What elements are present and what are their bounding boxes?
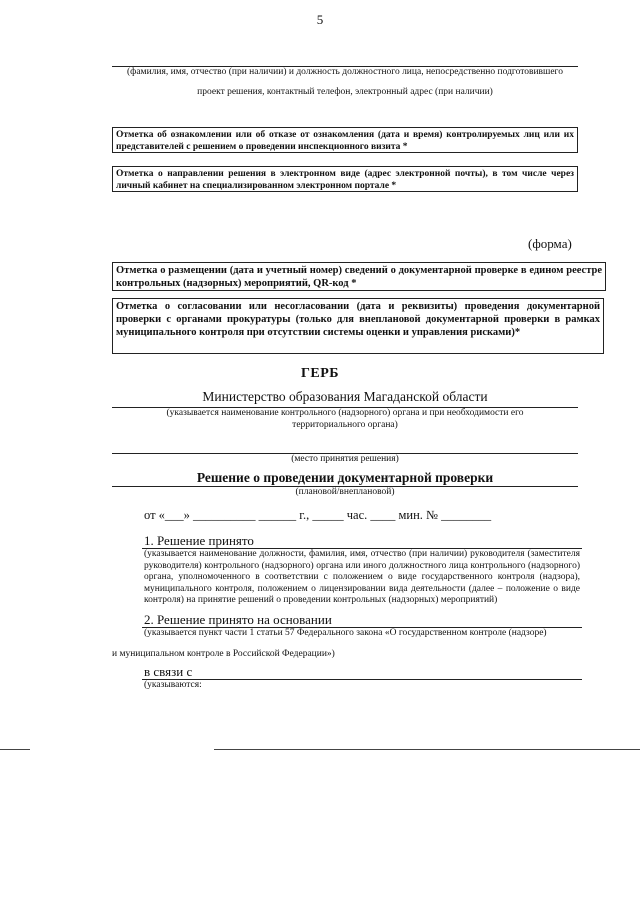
indicated-caption: (указываются: [144,680,202,690]
bottom-separator-left [0,749,30,750]
page-number: 5 [316,12,324,27]
section2-caption: (указывается пункт части 1 статьи 57 Федерального закона «О государственном контроле (надзоре) [144,628,547,638]
electronic-sending-mark-box: Отметка о направлении решения в электронном виде (адрес электронной почты), в том числе через личный кабинет на специализированном электронном портале * [112,166,578,192]
prosecutor-approval-mark-box: Отметка о согласовании или несогласовании (дата и реквизиты) проведения документарной проверки с органами прокуратуры (только для внеплановой документарной проверки в рамках муниципального контроля при отсутствии системы оценки и управления рисками)* [112,298,604,354]
form-label: (форма) [528,236,572,251]
bottom-separator-right [214,749,640,750]
section1-caption: (указывается наименование должности, фамилия, имя, отчество (при наличии) руководителя (заместителя руководителя) контрольного (надзорного) органа или иного должностного лица контрольного (надзорного) органа, уполномоченного в соответствии с положением о виде государственного контроля (надзора), муниципального контроля, положением о лицензировании вида деятельности (далее – положение о виде контроля) на принятие решений о проведении контрольных (надзорных) мероприятий) [144,549,580,605]
decision-date-line: от «___» __________ ______ г., _____ час. ____ мин. № ________ [144,508,492,522]
ministry-name: Министерство образования Магаданской области [202,389,488,404]
familiarization-mark-box: Отметка об ознакомлении или об отказе от ознакомления (дата и время) контролируемых лиц или их представителей с решением о проведении инспекционного визита * [112,127,578,153]
section2-title: 2. Решение принято на основании [144,612,332,627]
in-connection-label: в связи с [144,664,193,679]
preparer-caption-contacts: проект решения, контактный телефон, электронный адрес (при наличии) [197,87,493,97]
emblem-placeholder: ГЕРБ [300,366,340,381]
section2-caption-cont: и муниципальном контроле в Российской Федерации») [112,649,335,659]
preparer-caption: (фамилия, имя, отчество (при наличии) и должность должностного лица, непосредственно подготовившего [127,67,563,77]
decision-subtitle: (плановой/внеплановой) [295,487,395,497]
decision-title: Решение о проведении документарной проверки [196,470,494,485]
section1-title: 1. Решение принято [144,533,254,548]
registry-mark-box: Отметка о размещении (дата и учетный номер) сведений о документарной проверке в едином реестре контрольных (надзорных) мероприятий, QR-код * [112,262,606,291]
place-caption: (место принятия решения) [291,454,399,464]
ministry-caption: (указывается наименование контрольного (надзорного) органа и при необходимости его территориального органа) [166,408,524,430]
